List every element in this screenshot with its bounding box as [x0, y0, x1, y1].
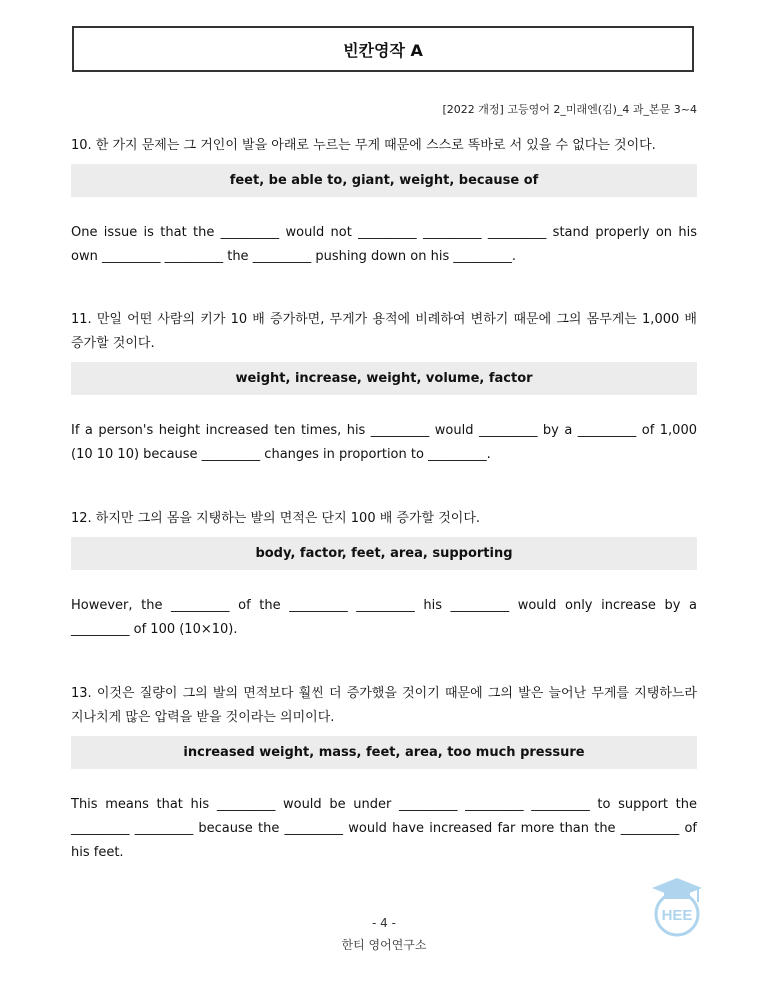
question-11: [71, 308, 697, 480]
hint-box: weight, increase, weight, volume, factor: [71, 362, 697, 395]
hint-box: body, factor, feet, area, supporting: [71, 537, 697, 570]
question-korean: 13. 이것은 질량이 그의 발의 면적보다 훨씬 더 증가했을 것이기 때문에 그의 발은 늘어난 무게를 지탱하느라 지나치게 많은 압력을 받을 것이라는 의미이다.: [71, 686, 697, 725]
question-13: [71, 682, 697, 878]
english-blank-sentence: One issue is that the _________ would not _________ _________ _________ stand properly on his own _________ _________ the _________ pushing down on his _________.: [71, 225, 697, 264]
question-10: [71, 134, 697, 282]
question-korean: 12. 하지만 그의 몸을 지탱하는 발의 면적은 단지 100 배 증가할 것이다.: [71, 511, 481, 526]
english-blank-sentence: If a person's height increased ten times, his _________ would _________ by a _________ of 1,000 (10 10 10) because _________ changes in proportion to _________.: [71, 423, 697, 462]
footer-org: 한티 영어연구소: [341, 938, 427, 952]
question-12: [71, 507, 697, 655]
page-title: 빈칸영작 A: [72, 26, 694, 72]
page-number: - 4 -: [372, 916, 396, 930]
hint-box: increased weight, mass, feet, area, too much pressure: [71, 736, 697, 769]
source-label: [2022 개정] 고등영어 2_미래엔(김)_4 과_본문 3~4: [442, 103, 697, 116]
question-korean: 11. 만일 어떤 사람의 키가 10 배 증가하면, 무게가 용적에 비례하여 변하기 때문에 그의 몸무게는 1,000 배 증가할 것이다.: [71, 312, 697, 351]
english-blank-sentence: This means that his _________ would be under _________ _________ _________ to support the _________ _________ because the _________ would have increased far more than the _________ of his feet.: [71, 797, 697, 860]
hint-box: feet, be able to, giant, weight, because of: [71, 164, 697, 197]
english-blank-sentence: However, the _________ of the _________ _________ his _________ would only increase by a _________ of 100 (10×10).: [71, 598, 697, 637]
logo-text: HEE: [661, 907, 693, 924]
question-korean: 10. 한 가지 문제는 그 거인이 발을 아래로 누르는 무게 때문에 스스로 똑바로 서 있을 수 없다는 것이다.: [71, 138, 656, 153]
